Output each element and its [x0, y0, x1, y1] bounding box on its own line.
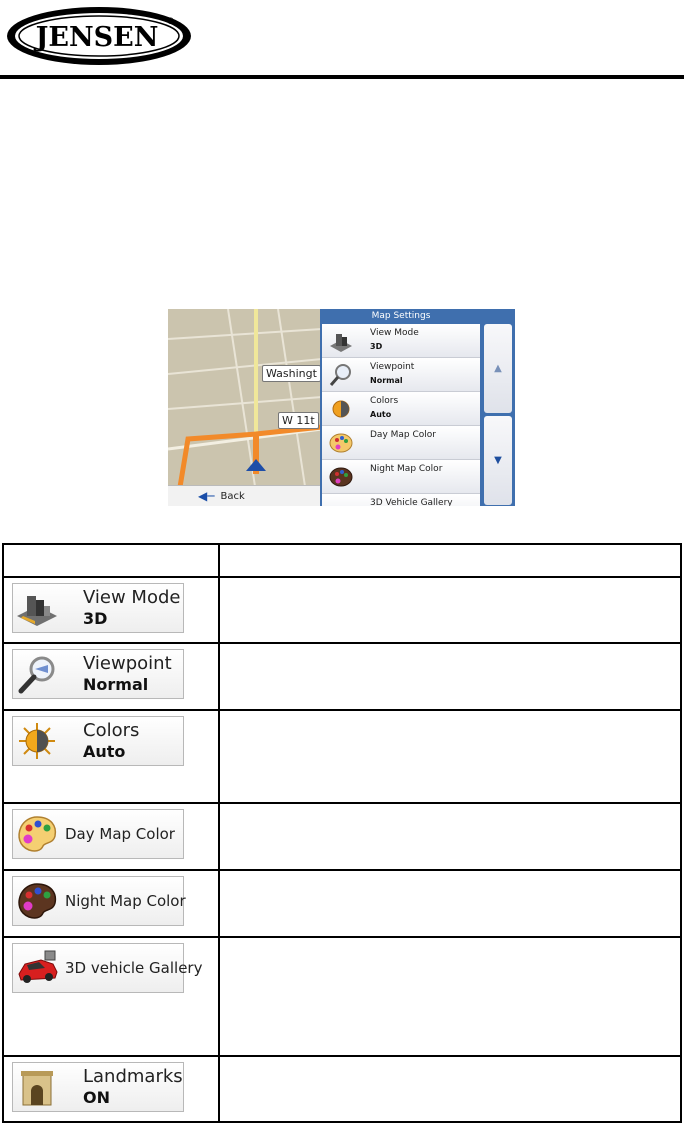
button-label: View Mode — [83, 587, 181, 608]
menu-item-3d-vehicle-gallery[interactable] — [322, 494, 480, 506]
back-label: Back — [220, 490, 245, 502]
table-cell-description — [219, 937, 681, 1056]
registered-mark: ® — [166, 17, 175, 27]
menu-item-label: View Mode — [370, 328, 419, 338]
viewpoint-button[interactable] — [12, 649, 184, 699]
palette-icon — [328, 430, 354, 456]
button-label: Landmarks — [83, 1066, 183, 1087]
table-cell-button — [3, 937, 219, 1056]
dark-palette-icon — [328, 464, 354, 490]
button-label: Day Map Color — [65, 825, 175, 843]
dark-palette-icon — [15, 881, 59, 921]
map-settings-panel — [320, 309, 515, 506]
menu-item-colors[interactable] — [322, 392, 480, 426]
table-row — [3, 710, 681, 803]
table-cell-button — [3, 803, 219, 870]
header-rule — [0, 75, 684, 79]
table-row — [3, 1056, 681, 1122]
car-icon — [15, 948, 59, 988]
street-label: Washingt — [262, 365, 321, 382]
table-row — [3, 643, 681, 710]
menu-item-night-map-color[interactable] — [322, 460, 480, 494]
table-cell-description — [219, 1056, 681, 1122]
map-view[interactable] — [168, 309, 322, 506]
menu-item-value: Auto — [370, 410, 392, 419]
magnifier-icon — [328, 362, 354, 388]
table-cell-button — [3, 870, 219, 937]
map-settings-screenshot — [168, 309, 515, 506]
button-label: Night Map Color — [65, 892, 186, 910]
settings-table — [2, 543, 682, 1123]
menu-item-value: 3D — [370, 342, 383, 351]
button-label: 3D vehicle Gallery — [65, 959, 203, 977]
back-arrow-icon: ◀─ — [198, 489, 215, 503]
sun-icon — [15, 721, 59, 761]
button-value: Normal — [83, 675, 149, 694]
table-header-row — [3, 544, 681, 577]
magnifier-icon — [15, 654, 59, 694]
sun-icon — [328, 396, 354, 422]
menu-item-viewpoint[interactable] — [322, 358, 480, 392]
table-cell-description — [219, 643, 681, 710]
menu-item-view-mode[interactable] — [322, 324, 480, 358]
buildings-icon — [15, 588, 59, 628]
scroll-down-button[interactable]: ▼ — [484, 416, 512, 505]
view-mode-button[interactable] — [12, 583, 184, 633]
table-cell-description — [219, 803, 681, 870]
palette-icon — [15, 814, 59, 854]
buildings-icon — [328, 328, 354, 354]
menu-item-label: Viewpoint — [370, 362, 415, 372]
table-cell-button — [3, 643, 219, 710]
arch-icon — [15, 1067, 59, 1107]
street-label: W 11t — [278, 412, 319, 429]
table-row — [3, 577, 681, 643]
menu-item-value: Normal — [370, 376, 403, 385]
table-row — [3, 803, 681, 870]
button-label: Viewpoint — [83, 653, 172, 674]
landmarks-button[interactable] — [12, 1062, 184, 1112]
table-cell-description — [219, 710, 681, 803]
button-value: ON — [83, 1088, 110, 1107]
colors-button[interactable] — [12, 716, 184, 766]
scrollbar[interactable] — [484, 324, 512, 506]
table-cell-button — [3, 1056, 219, 1122]
table-header-cell — [3, 544, 219, 577]
menu-item-label: 3D Vehicle Gallery — [370, 498, 453, 506]
back-button[interactable] — [168, 485, 322, 506]
table-cell-description — [219, 870, 681, 937]
table-row — [3, 937, 681, 1056]
3d-vehicle-gallery-button[interactable] — [12, 943, 203, 993]
menu-item-label: Day Map Color — [370, 430, 436, 440]
table-cell-description — [219, 577, 681, 643]
button-label: Colors — [83, 720, 140, 741]
table-cell-button — [3, 710, 219, 803]
menu-item-day-map-color[interactable] — [322, 426, 480, 460]
jensen-logo — [4, 4, 194, 68]
logo-text: JENSEN — [35, 22, 159, 53]
panel-title: Map Settings — [371, 311, 431, 321]
button-value: Auto — [83, 742, 126, 761]
menu-item-label: Night Map Color — [370, 464, 443, 474]
table-cell-button — [3, 577, 219, 643]
scroll-up-button[interactable]: ▲ — [484, 324, 512, 413]
settings-menu — [322, 324, 480, 506]
table-row — [3, 870, 681, 937]
table-header-cell — [219, 544, 681, 577]
night-map-color-button[interactable] — [12, 876, 184, 926]
menu-item-label: Colors — [370, 396, 399, 406]
day-map-color-button[interactable] — [12, 809, 184, 859]
button-value: 3D — [83, 609, 108, 628]
